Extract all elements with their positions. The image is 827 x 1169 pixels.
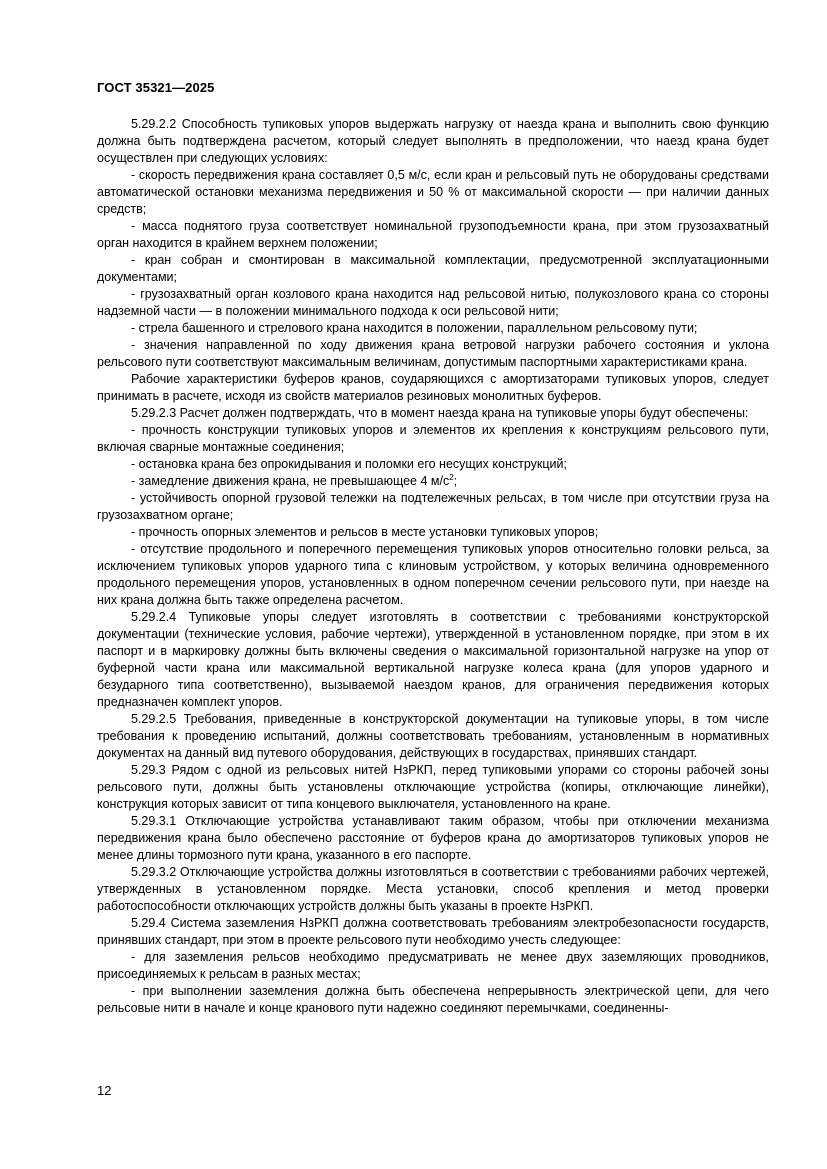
document-body xyxy=(97,116,769,1017)
paragraph-5-29-4: 5.29.4 Система заземления НзРКП должна соответствовать требованиям электробезопасности государств, принявших стандарт, при этом в проекте рельсового пути необходимо учесть следующее: xyxy=(97,916,769,947)
list-item: - масса поднятого груза соответствует номинальной грузоподъемности крана, при этом грузозахватный орган находится в крайнем верхнем положении; xyxy=(97,219,769,250)
paragraph-5-29-3-1: 5.29.3.1 Отключающие устройства устанавливают таким образом, чтобы при отключении механизма передвижения крана было обеспечено расстояние от буферов крана до амортизаторов тупиковых упоров не менее длины тормозного пути крана, указанного в его паспорте. xyxy=(97,814,769,862)
paragraph-5-29-3-2: 5.29.3.2 Отключающие устройства должны изготовляться в соответствии с требованиями рабочих чертежей, утвержденных в установленном порядке. Места установки, способ крепления и метод проверки работоспособности отключающих устройств должны быть указаны в проекте НзРКП. xyxy=(97,865,769,913)
list-item: - остановка крана без опрокидывания и поломки его несущих конструкций; xyxy=(131,457,567,471)
paragraph-buffers: Рабочие характеристики буферов кранов, соударяющихся с амортизаторами тупиковых упоров, следует принимать в расчете, исходя из свойств материалов резиновых монолитных буферов. xyxy=(97,372,769,403)
list-item: - для заземления рельсов необходимо предусматривать не менее двух заземляющих проводников, присоединяемых к рельсам в разных местах; xyxy=(97,950,769,981)
paragraph-5-29-3: 5.29.3 Рядом с одной из рельсовых нитей НзРКП, перед тупиковыми упорами со стороны рабочей зоны рельсового пути, должны быть установлены отключающие устройства (копиры, отключающие линейки), конструкция которых зависит от типа концевого выключателя, установленного на кране. xyxy=(97,763,769,811)
list-item-deceleration xyxy=(97,473,769,490)
superscript-exponent: 2 xyxy=(449,473,454,482)
list-item: - прочность опорных элементов и рельсов в месте установки тупиковых упоров; xyxy=(131,525,599,539)
list-item: - отсутствие продольного и поперечного перемещения тупиковых упоров относительно головки рельса, за исключением тупиковых упоров ударного типа с клиновым устройством, у которых величина одновременного продольного перемещения упоров, установленных в одном поперечном сечении рельсового пути, при наезде на них крана должна быть также определена расчетом. xyxy=(97,542,769,607)
list-item: - устойчивость опорной грузовой тележки на подтележечных рельсах, в том числе при отсутствии груза на грузозахватном органе; xyxy=(97,491,769,522)
list-item: - скорость передвижения крана составляет 0,5 м/с, если кран и рельсовый путь не оборудованы средствами автоматической остановки механизма передвижения и 50 % от максимальной скорости — при наличии данных средств; xyxy=(97,168,769,216)
standard-designation: ГОСТ 35321—2025 xyxy=(97,80,215,95)
paragraph-5-29-2-4: 5.29.2.4 Тупиковые упоры следует изготовлять в соответствии с требованиями конструкторской документации (технические условия, рабочие чертежи), утвержденной в установленном порядке, при этом в их паспорт и в маркировку должны быть включены сведения о максимальной горизонтальной нагрузке на упор от буферной части крана или максимальной вертикальной нагрузке колеса крана (для упоров ударного и безударного типа соответственно), вызываемой наездом кранов, для ограничения передвижения которых предназначен комплект упоров. xyxy=(97,610,769,709)
paragraph-5-29-2-5: 5.29.2.5 Требования, приведенные в конструкторской документации на тупиковые упоры, в том числе требования к проведению испытаний, должны соответствовать требованиям, установленным в нормативных документах на данный вид путевого оборудования, действующих в государствах, принявших стандарт. xyxy=(97,712,769,760)
list-item: - прочность конструкции тупиковых упоров и элементов их крепления к конструкциям рельсового пути, включая сварные монтажные соединения; xyxy=(97,423,769,454)
list-item: - стрела башенного и стрелового крана находится в положении, параллельном рельсовому пути; xyxy=(131,321,698,335)
deceleration-text: - замедление движения крана, не превышающее 4 м/с xyxy=(131,474,450,488)
paragraph-5-29-2-3: 5.29.2.3 Расчет должен подтверждать, что в момент наезда крана на тупиковые упоры будут обеспечены: xyxy=(131,406,749,420)
deceleration-tail: ; xyxy=(453,474,458,488)
page-number: 12 xyxy=(97,1083,112,1098)
list-item: - при выполнении заземления должна быть обеспечена непрерывность электрической цепи, для чего рельсовые нити в начале и конце кранового пути надежно соединяют перемычками, соединенны- xyxy=(97,984,769,1015)
paragraph-5-29-2-2: 5.29.2.2 Способность тупиковых упоров выдержать нагрузку от наезда крана и выполнить свою функцию должна быть подтверждена расчетом, который следует выполнять в предположении, что наезд крана будет осуществлен при следующих условиях: xyxy=(97,117,769,165)
list-item: - кран собран и смонтирован в максимальной комплектации, предусмотренной эксплуатационными документами; xyxy=(97,253,769,284)
list-item: - грузозахватный орган козлового крана находится над рельсовой нитью, полукозлового крана со стороны надземной части — в положении минимального подхода к оси рельсовой нити; xyxy=(97,287,769,318)
list-item: - значения направленной по ходу движения крана ветровой нагрузки рабочего состояния и уклона рельсового пути соответствуют максимальным величинам, допустимым паспортными характеристиками крана. xyxy=(97,338,769,369)
